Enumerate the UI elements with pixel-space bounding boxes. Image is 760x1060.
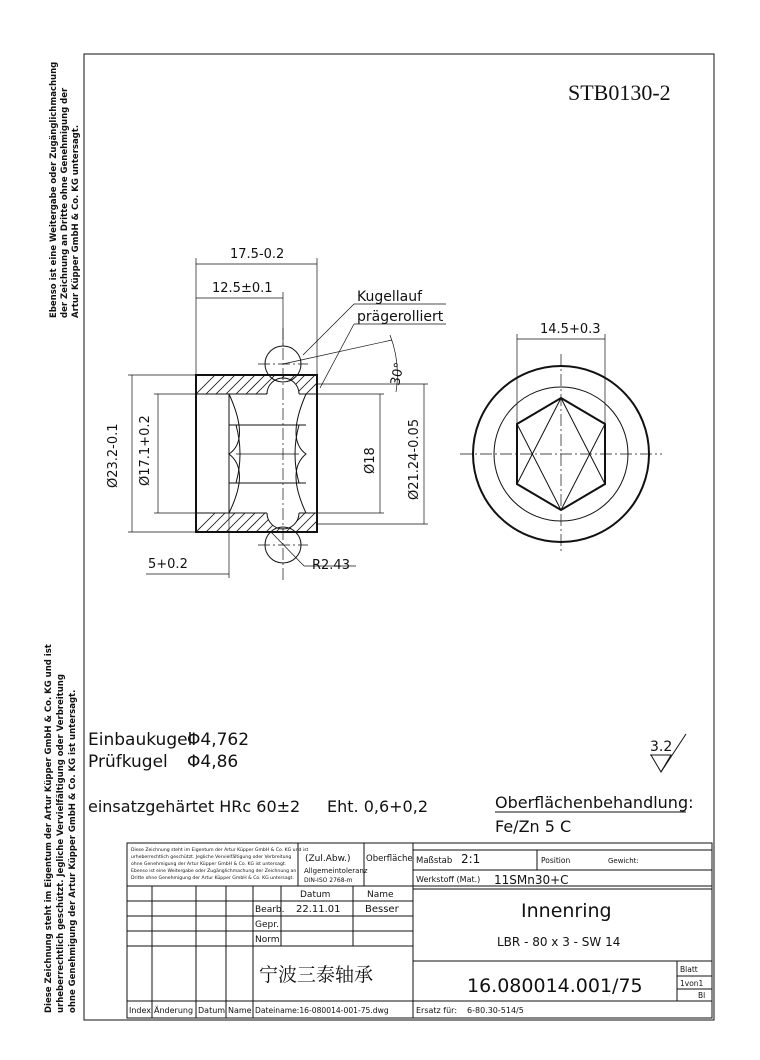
side-note-bottom-line2: urheberrechtlich geschützt. Jegliche Vervielfältigung oder Verbreitung [56, 674, 66, 1013]
side-note-top-line1: Ebenso ist eine Weitergabe oder Zugänglichmachung [49, 61, 59, 318]
ersatz-label: Ersatz für: [416, 1006, 458, 1015]
surface-value: Fe/Zn 5 C [495, 817, 572, 836]
dim-groove-position: 12.5±0.1 [212, 281, 273, 296]
notes [88, 730, 694, 836]
company-name-cn: 宁波三泰轴承 [259, 964, 374, 986]
norm-label: Norm [255, 935, 280, 945]
blatt-label: Blatt [680, 965, 698, 974]
einbaukugel-label: Einbaukugel [88, 730, 193, 750]
part-subtitle: LBR - 80 x 3 - SW 14 [497, 935, 621, 949]
bearb-name: Besser [365, 904, 399, 915]
filename: Dateiname:16-080014-001-75.dwg [255, 1006, 389, 1015]
eht-note: Eht. 0,6+0,2 [327, 797, 428, 816]
legal-line-4: Ebenso ist eine Weitergabe oder Zugänglichmachung der Zeichnung an [131, 869, 297, 874]
tolerance-line-1: (Zul.Abw.) [305, 854, 351, 864]
dim-radius: R2.43 [312, 558, 350, 573]
dim-overall-length: 17.5-0.2 [230, 247, 285, 262]
drawing-number: STB0130-2 [568, 80, 671, 105]
dim-angle: 30° [388, 361, 408, 387]
surface-title: Oberflächenbehandlung: [495, 793, 694, 812]
title-block [127, 843, 712, 1018]
contact-angle-line [283, 340, 392, 364]
raceway-left [229, 394, 240, 513]
name-label: Name [228, 1006, 252, 1015]
bl-label: Bl [698, 991, 706, 1000]
tolerance-line-2: Allgemeintoleranz [304, 867, 368, 875]
legal-line-1: Diese Zeichnung steht im Eigentum der Artur Küpper GmbH & Co. KG und ist [131, 848, 309, 853]
dim-chamfer: 5+0.2 [148, 557, 188, 572]
part-number: 16.080014.001/75 [467, 975, 643, 997]
oberflaeche-label: Oberfläche [366, 854, 413, 864]
bearb-date: 22.11.01 [296, 904, 341, 915]
einbaukugel-value: Φ4,762 [187, 730, 250, 750]
raceway-right [296, 394, 306, 513]
part-title: Innenring [521, 900, 612, 922]
ring-outline [196, 375, 317, 532]
ersatz-value: 6-80.30-514/5 [467, 1006, 524, 1015]
callout-line2: prägerolliert [357, 309, 444, 325]
name-header: Name [367, 890, 394, 900]
legal-line-2: urheberrechtlich geschützt. Jegliche Vervielfältigung oder Verbreitung [131, 855, 292, 860]
datum-label: Datum [198, 1006, 226, 1015]
dim-hex-width: 14.5+0.3 [540, 322, 601, 337]
legal-line-5: Dritte ohne Genehmigung der Artur Küpper GmbH & Co. KG untersagt. [131, 876, 294, 881]
side-note-top [49, 62, 81, 318]
pruefkugel-label: Prüfkugel [88, 752, 168, 772]
werkstoff-value: 11SMn30+C [494, 873, 569, 887]
werkstoff-label: Werkstoff (Mat.) [416, 875, 481, 884]
end-view [460, 322, 662, 554]
roughness-symbol [650, 755, 671, 772]
side-note-top-line3: Artur Küpper GmbH & Co. KG untersagt. [71, 124, 81, 318]
dim-dia-groove: Ø18 [363, 447, 378, 474]
legal-line-3: ohne Genehmigung der Artur Küpper GmbH & Co. KG ist untersagt. [131, 862, 287, 867]
side-note-bottom [44, 644, 78, 1013]
roughness-value: 3.2 [650, 739, 673, 755]
side-note-bottom-line3: ohne Genehmigung der Artur Küpper GmbH & Co. KG ist untersagt. [68, 689, 78, 1013]
position-label: Position [541, 856, 571, 865]
hardening-note: einsatzgehärtet HRc 60±2 [88, 797, 301, 816]
gewicht-label: Gewicht: [608, 857, 639, 865]
pruefkugel-value: Φ4,86 [187, 752, 239, 772]
side-note-top-line2: der Zeichnung an Dritte ohne Genehmigung der [60, 87, 70, 318]
gepr-label: Gepr. [255, 920, 279, 930]
index-label: Index [129, 1006, 152, 1015]
bearb-label: Bearb. [255, 905, 285, 915]
blatt-value: 1von1 [680, 979, 704, 988]
aenderung-label: Änderung [154, 1006, 194, 1015]
dim-dia-bore: Ø17.1+0.2 [138, 415, 153, 486]
dim-dia-raceway: Ø21.24-0.05 [407, 418, 422, 500]
callout-line1: Kugellauf [357, 289, 423, 305]
tolerance-line-3: DIN-ISO 2768-m [304, 877, 353, 884]
datum-header: Datum [300, 890, 331, 900]
side-note-bottom-line1: Diese Zeichnung steht im Eigentum der Artur Küpper GmbH & Co. KG und ist [44, 644, 54, 1013]
massstab-value: 2:1 [461, 852, 481, 866]
massstab-label: Maßstab [416, 856, 453, 866]
dim-dia-outer: Ø23.2-0.1 [106, 423, 121, 488]
